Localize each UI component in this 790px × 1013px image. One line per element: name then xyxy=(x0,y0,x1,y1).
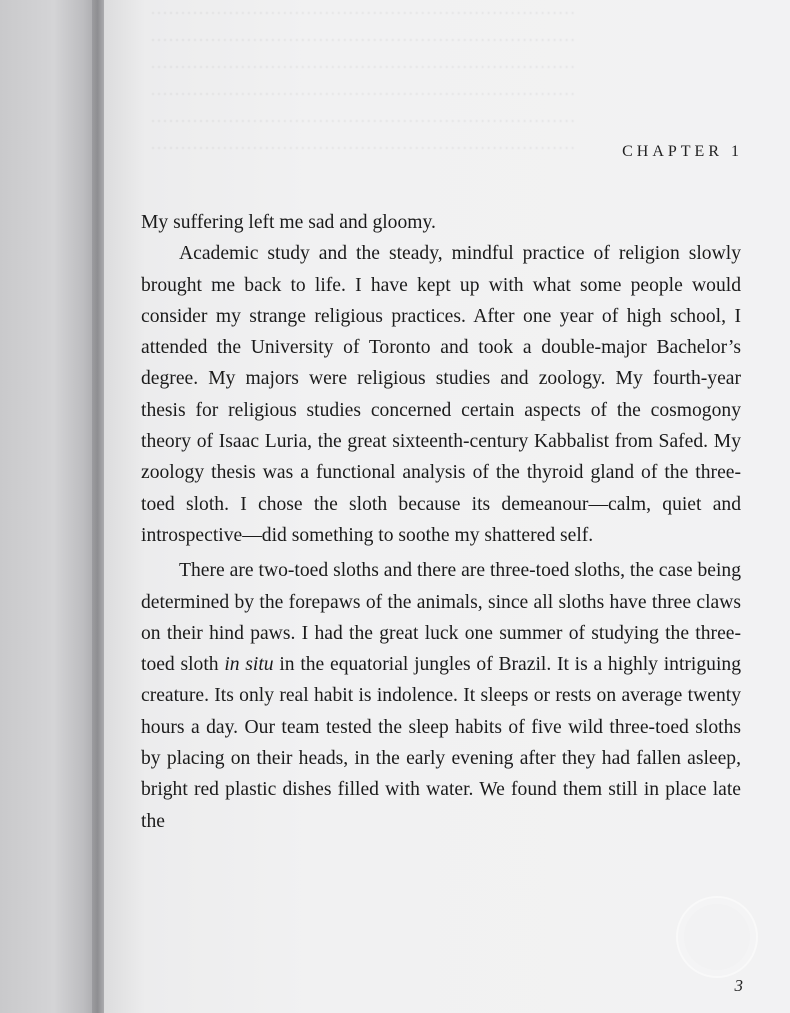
paragraph-2: Academic study and the steady, mindful practice of religion slowly brought me back to life. I have kept up with what some people would consider my strange religious practices. After one year of high school, I attended the University of Toronto and took a double-major Bachelor’s degree. My majors were religious studies and zoology. My fourth-year thesis for religious studies concerned certain aspects of the cosmogony theory of Isaac Luria, the great sixteenth-century Kabbalist from Safed. My zoology thesis was a functional analysis of the thyroid gland of the three-toed sloth. I chose the sloth because its demeanour—calm, quiet and introspective—did something to soothe my shattered self. xyxy=(141,243,741,546)
store-watermark-seal xyxy=(676,896,758,978)
paragraph-3-part-2: in the equatorial jungles of Brazil. It is a highly intriguing creature. Its only real habit is indolence. It sleeps or rests on average twenty hours a day. Our team tested the sleep habits of five wild three-toed sloths by placing on their heads, in the early evening after they had fallen asleep, bright red plastic dishes filled with water. We found them still in place late the xyxy=(141,654,742,832)
paragraph-1: My suffering left me sad and gloomy. xyxy=(141,212,436,233)
body-text xyxy=(141,207,741,837)
paragraph-3-part-1: There are two-toed sloths and there are three-toed sloths, the case being determined by the forepaws of the animals, since all sloths have three claws on their hind paws. I had the great luck one summer of studying the three-toed sloth xyxy=(141,560,741,676)
paragraph-3 xyxy=(141,555,741,837)
paragraph-3-italic: in situ xyxy=(224,654,274,676)
page-number: 3 xyxy=(734,976,743,995)
left-page-edge xyxy=(0,0,98,1013)
running-head: CHAPTER 1 xyxy=(622,143,743,160)
